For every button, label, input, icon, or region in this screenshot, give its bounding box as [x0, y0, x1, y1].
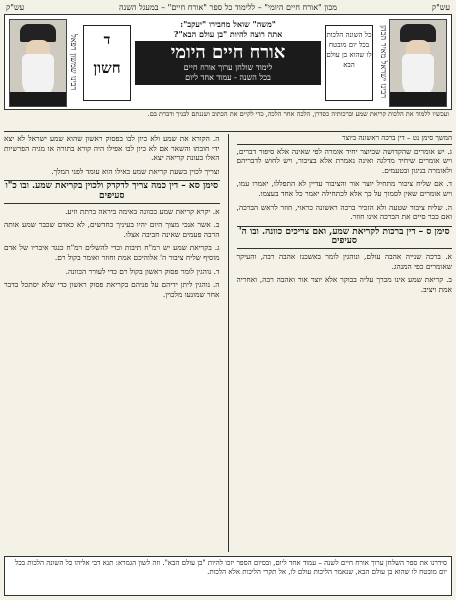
paragraph: ג. בקריאת שמע יש רמ"ח תיבות וכדי להשלים רמ"ח כנגד איבריו של אדם מוסיף שליח ציבור ה' אלוהיכם אמת וחוזר ואומר בקול רם.	[4, 243, 220, 262]
paragraph: ב. אשר אנכי מצוך היום יהיו בעיניך כחדשים, לא כאדם שכבר שמע אותה הרבה פעמים שאינה חביבה אצלו.	[4, 220, 220, 239]
left-column	[4, 134, 220, 552]
paragraph: וצריך לכוין בשעת קריאת שמע כאילו הוא עומד לפני המלך.	[51, 166, 220, 176]
top-left-label: עש"ק	[6, 3, 25, 12]
right-column	[237, 134, 453, 552]
footer-text: סידרנו את ספר השלחן ערוך אורח חיים לשנה – עמוד אחד ליום, ובסיום הספר יזכו להיות "בן עולם הבא". וזה לשון הגמרא: תנא דבי אליהו כל השונה הלכות בכל יום מובטח לו שהוא בן עולם הבא, שנאמר הליכות עולם לו, אל תקרי הליכות אלא הלכות.	[14, 559, 447, 576]
left-rail-text: רבינו שמשון רפאל	[69, 33, 78, 91]
paragraph: א. יקרא קריאת שמע בכוונה באימה ביראה ברתת וזיע.	[65, 206, 220, 216]
date-day: ד	[103, 32, 111, 48]
paragraph: ה. שליח ציבור שטעה ולא הזכיר ברכה ראשונה כראוי, חוזר לראש הברכה, ואם כבר סיים את הברכה אינו חוזר.	[236, 202, 452, 222]
masthead	[4, 14, 452, 110]
paragraph: ג. יש אומרים שהקדושה שביוצר יחיד אומרה לפי שאינה אלא סיפור דברים, ויש אומרים שיחיד מדלגה ואינה נאמרת אלא בציבור, ויש לחוש לדבריהם ולאומרה בניגון ובטעמים.	[236, 146, 452, 175]
rabbi-portrait-right	[389, 19, 447, 107]
tagline-1: לימוד שולחן ערוך אורח חיים	[183, 63, 273, 72]
page-title: אורח חיים היומי	[170, 42, 286, 63]
rabbi-portrait-left	[9, 19, 67, 107]
intro-line: ועכשיו ללמוד את הלכות קריאת שמע וברכותיה כסדרן, הלכה אחר הלכה, כדי לקיים את הכתוב ושננתם לבניך ודברת בם.	[147, 110, 449, 118]
top-center-label: מכון "אורח חיים היומי" – ללימוד כל ספר "אורח חיים" – במעגל השנה	[119, 3, 337, 12]
tagline-2: בכל השנה - עמוד אחד ליום	[185, 73, 271, 82]
paragraph: ה. נוהגין ליתן ידיהם על פניהם בקריאת פסוק ראשון כדי שלא יסתכל בדבר אחר שמונעו מלכוין.	[4, 280, 220, 299]
paragraph: ב. קריאת שמע אינו מברך עליה בבוקר אלא יוצר אור ואהבה רבה, ואחריה אמת ויציב.	[236, 275, 452, 294]
paragraph: א. ברכה שנייה אהבה עולם, ונוהגין לומר באשכנז אהבה רבה, והעיקר שאומרים כפי המנהג.	[236, 251, 452, 271]
intro-band	[4, 110, 452, 132]
top-line	[6, 2, 450, 14]
motto: "משה" שואל מחבירו "יעקב":	[180, 19, 276, 29]
subtitle: אתה רוצה להיות "בן עולם הבא"?	[173, 29, 283, 39]
section-heading: סימן ס – דין ברכות לקריאת שמע, ואם צריכים כוונה. ובו ה' סעיפים	[237, 226, 453, 249]
paragraph: ה. הקורא את שמע ולא כיון לבו בפסוק ראשון שהוא שמע ישראל לא יצא ידי חובתו והשאר אם לא כיון לבו אפילו היה קורא בתורה או מגיה הפרשיות האלו בעונת קריאה יצא.	[4, 134, 220, 163]
right-rail-text: רבינו ישראל מאיר הכהן	[379, 25, 388, 99]
column-divider	[228, 134, 229, 552]
promise-text: כל השונה הלכות בכל יום מובטח לו שהוא בן עולם הבא	[326, 31, 372, 69]
footer-note	[4, 556, 452, 596]
title-bar	[135, 41, 321, 85]
title-block	[135, 19, 321, 85]
top-right-label: עש"ק	[431, 3, 450, 12]
promise-box	[325, 25, 373, 101]
date-box	[83, 25, 131, 101]
continuation-title: המשך סימן נט – דין ברכה ראשונה ביוצר	[237, 134, 453, 145]
section-heading: סימן סא – דין כמה צריך לדקדק ולכוין בקריאת שמע. ובו כ"ו סעיפים	[4, 180, 220, 203]
text-columns	[4, 134, 452, 552]
date-month: חשון	[93, 59, 121, 77]
paragraph: ד. אם שליח ציבור מתחיל יוצר אור והציבור עדיין לא התפללו, יאמרו עמו, ויש אומרים שאין לסמוך על כך אלא לכתחילה יאמר כל אחד בעצמו.	[236, 179, 452, 198]
paragraph: ד. נוהגין לומר פסוק ראשון בקול רם כדי לעורר הכוונה.	[65, 266, 220, 276]
